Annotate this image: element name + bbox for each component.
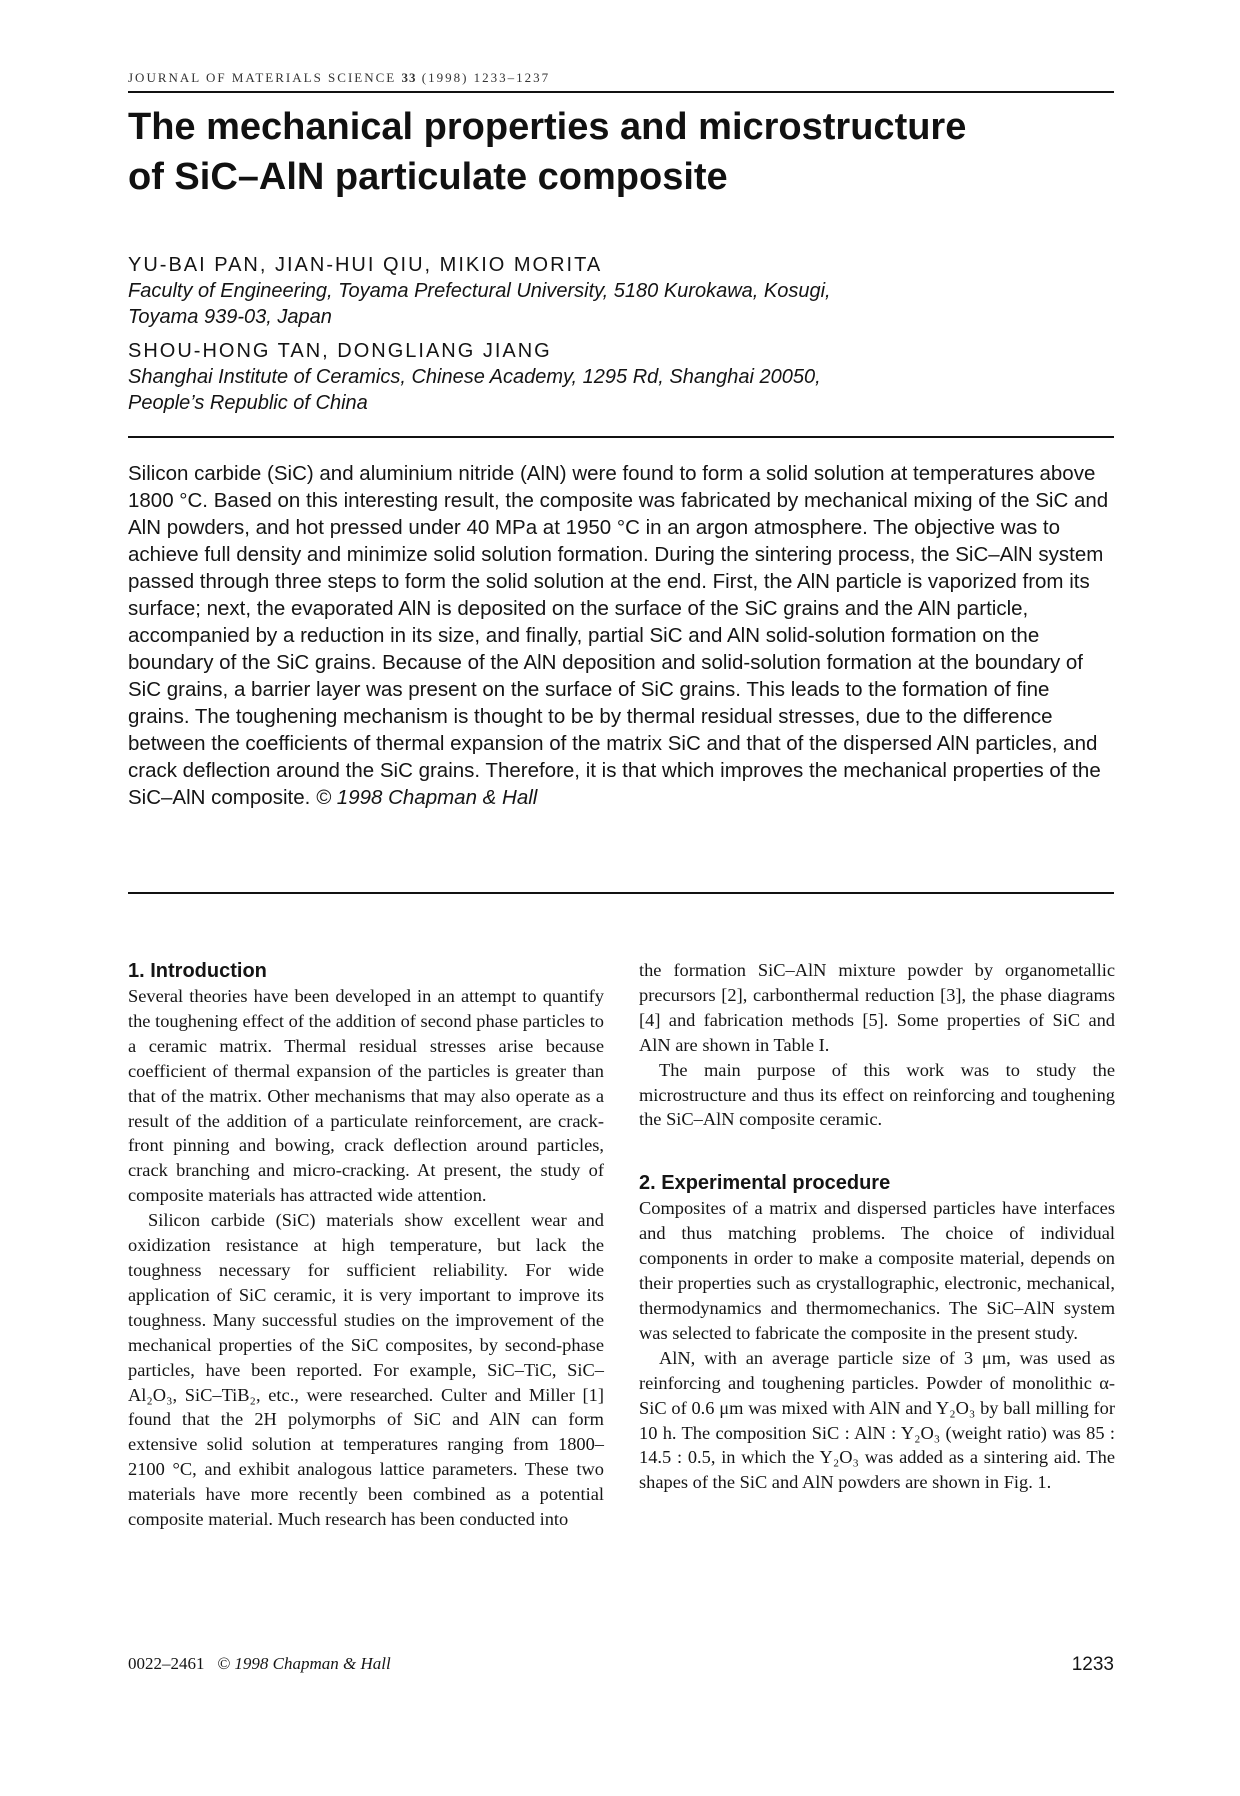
paragraph: Several theories have been developed in an attempt to quantify the toughening effect of the addition of second phase particles to a ceramic matrix. Thermal residual stresses arise because coefficient of thermal expansion of the particles is greater than that of the matrix. Other mechanisms that may also operate as a result of the addition of a particulate reinforcement, are crack-front pinning and bowing, crack deflection around particles, crack branching and micro-cracking. At present, the study of composite materials has attracted wide attention. (128, 986, 604, 1206)
abstract-text: Silicon carbide (SiC) and aluminium nitride (AlN) were found to form a solid solution at temperatures above 1800 °C. Based on this interesting result, the composite was fabricated by mechanical mixing of the SiC and AlN powders, and hot pressed under 40 MPa at 1950 °C in an argon atmosphere. The objective was to achieve full density and minimize solid solution formation. During the sintering process, the SiC–AlN system passed through three steps to form the solid solution at the end. First, the AlN particle is vaporized from its surface; next, the evaporated AlN is deposited on the surface of the SiC grains and the AlN particle, accompanied by a reduction in its size, and finally, partial SiC and AlN solid-solution formation on the boundary of the SiC grains. Because of the AlN deposition and solid-solution formation at the boundary of SiC grains, a barrier layer was present on the surface of SiC grains. This leads to the formation of fine grains. The toughening mechanism is thought to be by thermal residual stresses, due to the difference between the coefficients of thermal expansion of the matrix SiC and that of the dispersed AlN particles, and crack deflection around the SiC grains. Therefore, it is that which improves the mechanical properties of the SiC–AlN composite. (128, 462, 1109, 809)
paragraph: AlN, with an average particle size of 3 μm, was used as reinforcing and toughening particles. Powder of monolithic α-SiC of 0.6 μm was mixed with AlN and Y₂O₃ by ball milling for 10 h. The composition SiC : AlN : Y₂O₃ (weight ratio) was 85 : 14.5 : 0.5, in which the Y₂O₃ was added as a sintering aid. The shapes of the SiC and AlN powders are shown in Fig. 1. (639, 1347, 1115, 1493)
author-names: SHOU-HONG TAN, DONGLIANG JIANG (128, 340, 552, 362)
paragraph: the formation SiC–AlN mixture powder by organometallic precursors [2], carbonthermal reduction [3], the phase diagrams [4] and fabrication methods [5]. Some properties of SiC and AlN are shown in Table I. (639, 960, 1115, 1055)
issn-line (128, 1654, 391, 1674)
abstract (128, 460, 1114, 811)
page-footer (128, 1654, 1114, 1684)
author-names: YU-BAI PAN, JIAN-HUI QIU, MIKIO MORITA (128, 254, 603, 276)
affiliation-line: Shanghai Institute of Ceramics, Chinese Academy, 1295 Rd, Shanghai 20050, (128, 366, 821, 388)
issn: 0022–2461 (128, 1654, 205, 1673)
abstract-bottom-rule (128, 892, 1114, 894)
paragraph: The main purpose of this work was to study the microstructure and thus its effect on reinforcing and toughening the SiC–AlN composite ceramic. (639, 1059, 1115, 1130)
right-column (639, 958, 1115, 1495)
article-title (128, 102, 1108, 202)
section-heading-experimental: 2. Experimental procedure (639, 1172, 891, 1195)
running-head (128, 70, 1112, 86)
journal-name: JOURNAL OF MATERIALS SCIENCE (128, 70, 397, 85)
title-line-2: of SiC–AlN particulate composite (128, 156, 728, 198)
journal-year-pages: (1998) 1233–1237 (421, 70, 551, 85)
left-column (128, 958, 604, 1532)
header-rule (128, 91, 1114, 93)
paragraph: Silicon carbide (SiC) materials show excellent wear and oxidization resistance at high temperature, but lack the toughness necessary for sufficient reliability. For wide application of SiC ceramic, it is very important to improve its toughness. Many successful studies on the improvement of the mechanical properties of the SiC composites, by second-phase particles, have been reported. For example, SiC–TiC, SiC–Al₂O₃, SiC–TiB₂, etc., were researched. Culter and Miller [1] found that the 2H polymorphs of SiC and AlN can form extensive solid solution at temperatures ranging from 1800–2100 °C, and exhibit analogous lattice parameters. These two materials have more recently been combined as a potential composite material. Much research has been conducted into (128, 1210, 604, 1530)
journal-volume: 33 (401, 70, 417, 85)
page-number: 1233 (1071, 1654, 1114, 1675)
abstract-copyright: © 1998 Chapman & Hall (316, 786, 538, 809)
title-line-1: The mechanical properties and microstructure (128, 106, 967, 148)
author-group-2 (128, 338, 1108, 416)
paragraph: Composites of a matrix and dispersed particles have interfaces and thus matching problems. The choice of individual components in order to make a composite material, depends on their properties such as crystallographic, electronic, mechanical, thermodynamics and thermomechanics. The SiC–AlN system was selected to fabricate the composite in the present study. (639, 1198, 1115, 1343)
section-spacer (639, 1132, 1115, 1170)
abstract-top-rule (128, 436, 1114, 438)
section-heading-introduction: 1. Introduction (128, 960, 267, 982)
footer-copyright: © 1998 Chapman & Hall (217, 1654, 391, 1673)
author-group-1 (128, 252, 1108, 330)
affiliation-line: People’s Republic of China (128, 392, 368, 414)
affiliation-line: Faculty of Engineering, Toyama Prefectural University, 5180 Kurokawa, Kosugi, (128, 280, 831, 302)
affiliation-line: Toyama 939-03, Japan (128, 306, 332, 328)
